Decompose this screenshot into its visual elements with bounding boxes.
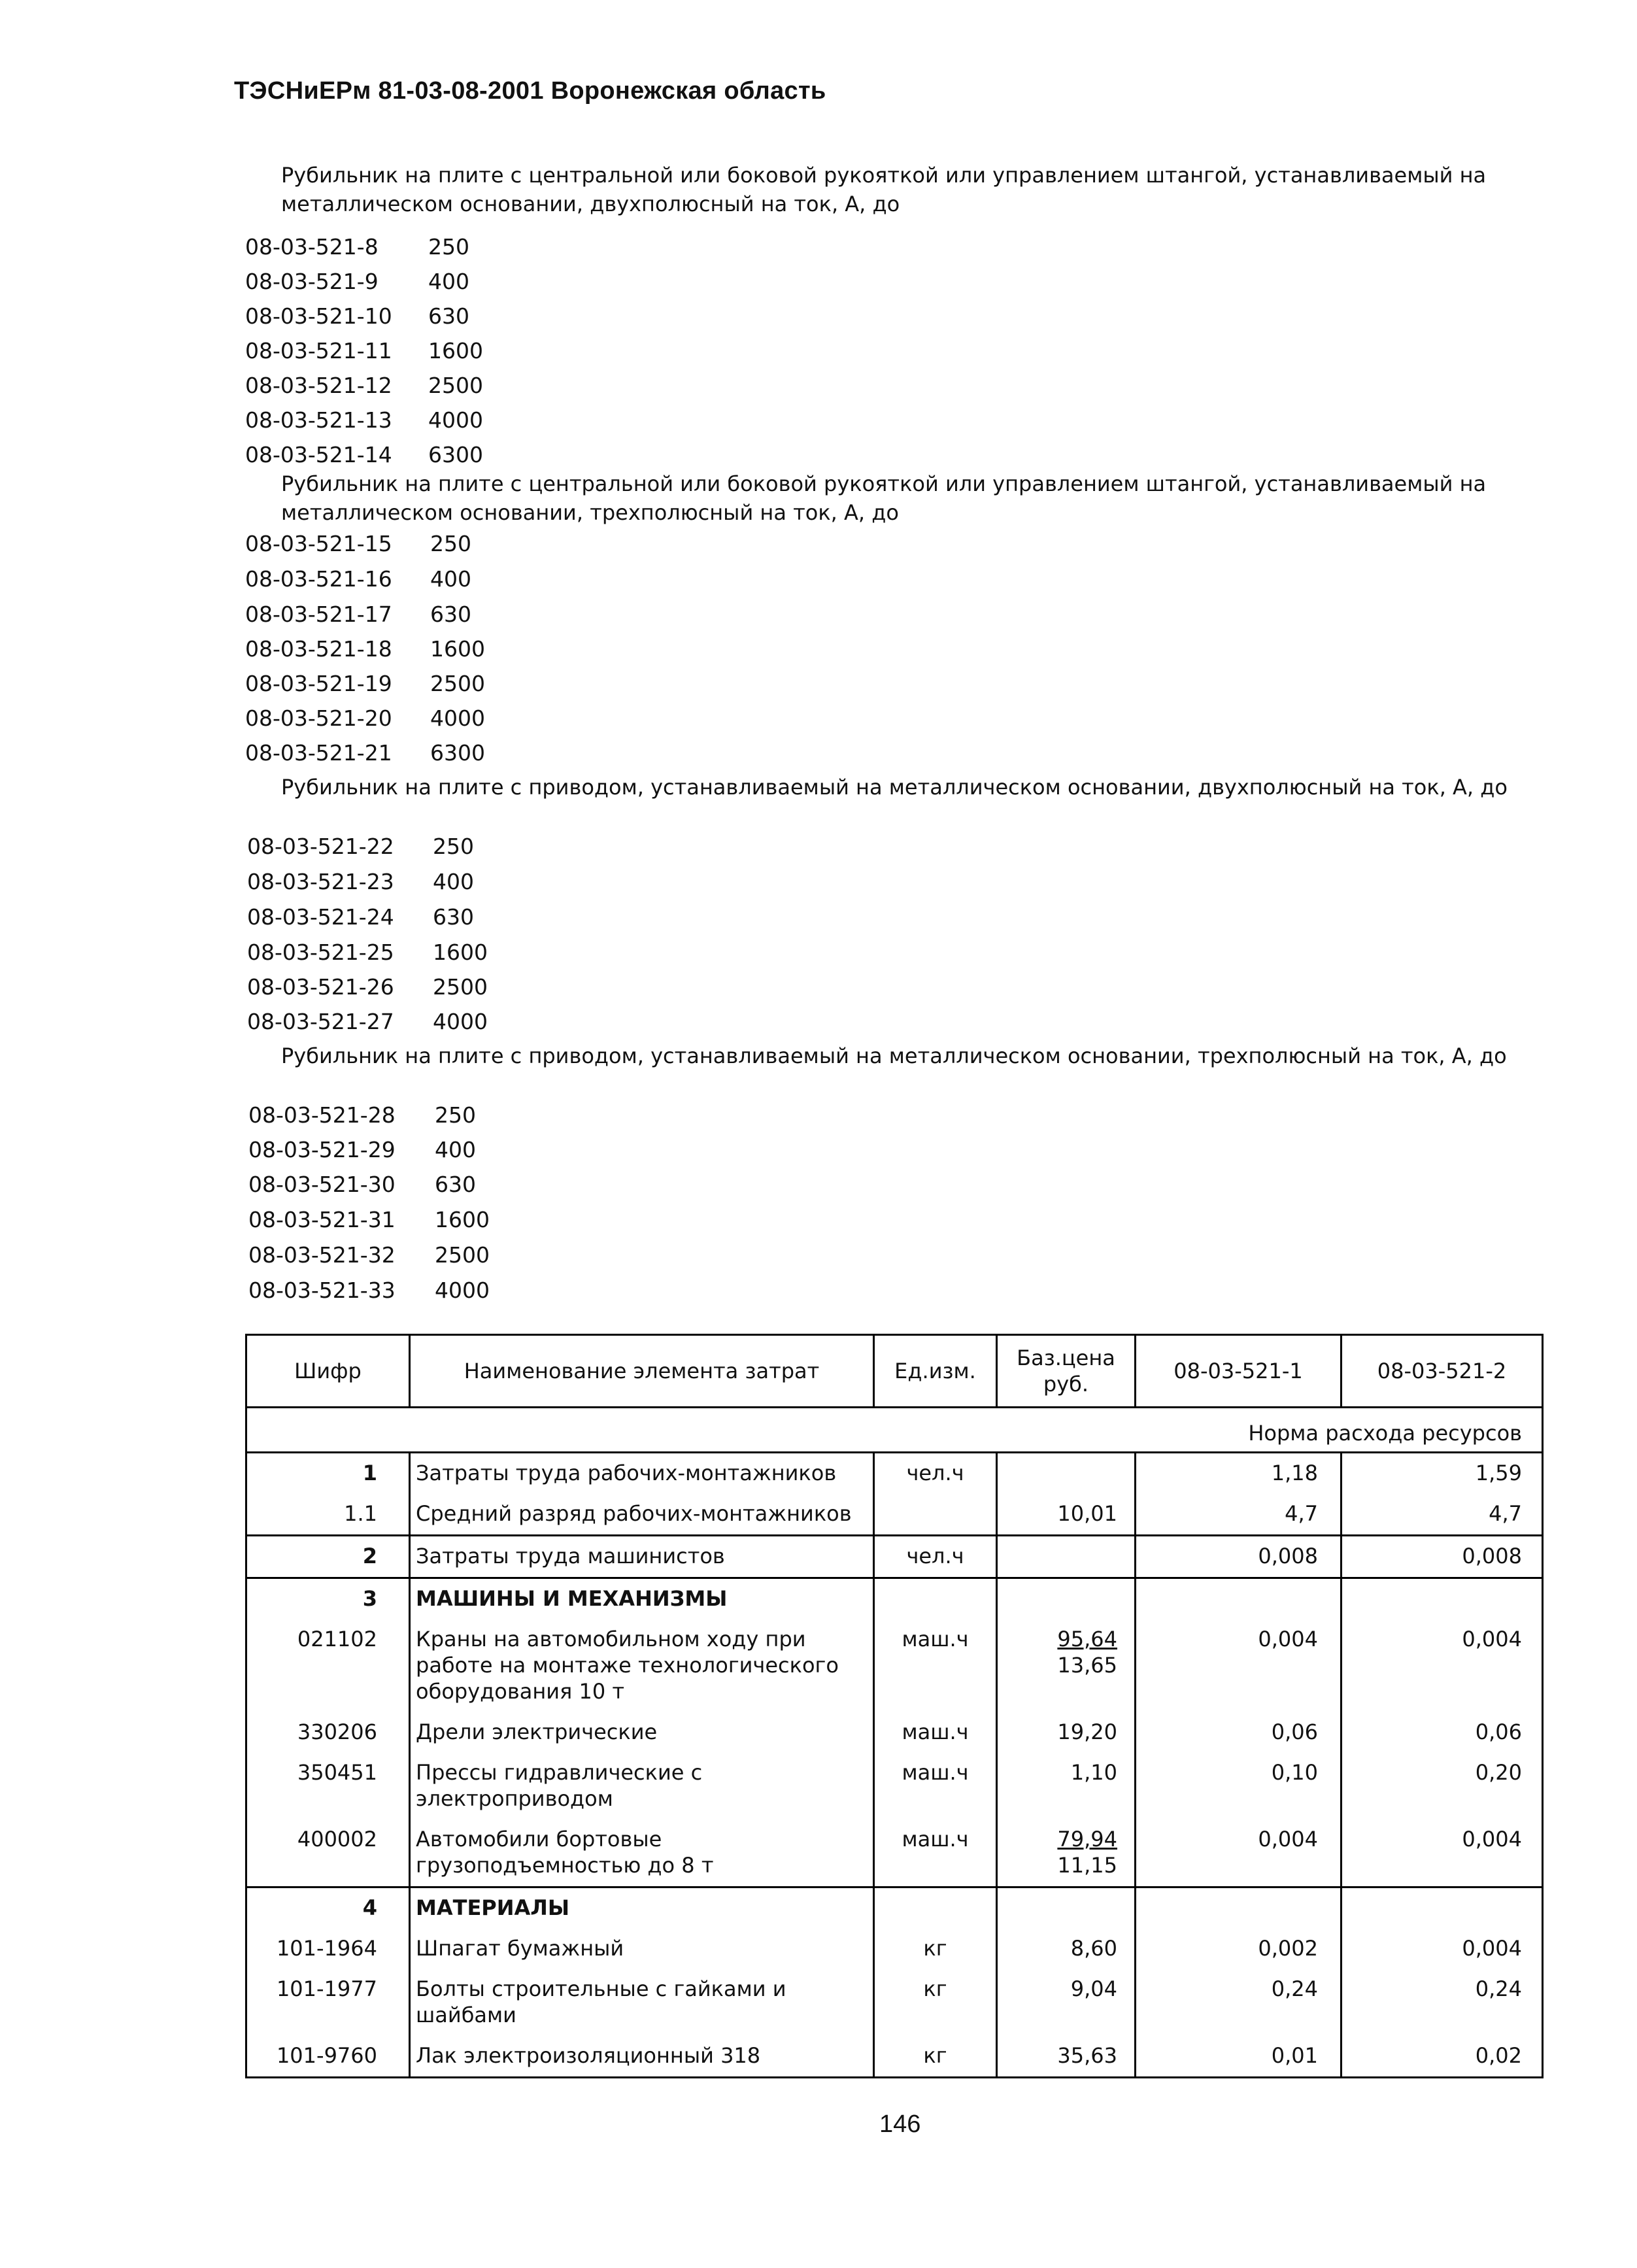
cell-unit: кг — [874, 1929, 997, 1969]
cell-price — [997, 1619, 1136, 1712]
cell-value-1: 4,7 — [1136, 1494, 1342, 1536]
item-value: 400 — [435, 1137, 476, 1162]
cell-name: Болты строительные с гайками и шайбами — [410, 1969, 874, 2036]
item-value: 630 — [428, 303, 469, 329]
table-row — [246, 1929, 1543, 1969]
item-value: 2500 — [430, 671, 485, 696]
item-code: 08-03-521-29 — [248, 1137, 396, 1162]
cell-value-1 — [1136, 1887, 1342, 1929]
cell-price: 1,10 — [997, 1753, 1136, 1819]
item-value: 630 — [435, 1172, 476, 1197]
header-name: Наименование элемента затрат — [410, 1335, 874, 1408]
header-col-2: 08-03-521-2 — [1342, 1335, 1543, 1408]
cell-value-1: 0,002 — [1136, 1929, 1342, 1969]
cell-unit: чел.ч — [874, 1453, 997, 1495]
item-value: 4000 — [435, 1278, 490, 1303]
section-heading: Рубильник на плите с приводом, устанавливаемый на металлическом основании, трехполюсный на ток, А, до — [281, 1043, 1507, 1068]
cell-value-1: 0,01 — [1136, 2036, 1342, 2078]
cell-value-1 — [1136, 1578, 1342, 1620]
cell-price — [997, 1887, 1136, 1929]
item-code: 08-03-521-17 — [245, 601, 392, 627]
item-value: 4000 — [430, 705, 485, 731]
norm-caption: Норма расхода ресурсов — [246, 1408, 1543, 1453]
item-value: 630 — [433, 904, 474, 930]
header-unit: Ед.изм. — [874, 1335, 997, 1408]
cell-unit — [874, 1887, 997, 1929]
item-code: 08-03-521-8 — [245, 234, 379, 260]
cell-unit — [874, 1578, 997, 1620]
cell-value-1: 0,24 — [1136, 1969, 1342, 2036]
cell-value-2: 0,06 — [1342, 1712, 1543, 1753]
cell-value-2 — [1342, 1578, 1543, 1620]
table-row — [246, 1712, 1543, 1753]
cell-name: Дрели электрические — [410, 1712, 874, 1753]
cell-price: 8,60 — [997, 1929, 1136, 1969]
item-value: 2500 — [433, 974, 488, 1000]
item-value: 2500 — [428, 373, 483, 398]
item-value: 630 — [430, 601, 471, 627]
item-value: 250 — [430, 531, 471, 556]
cell-value-2: 0,004 — [1342, 1929, 1543, 1969]
cell-value-2: 0,20 — [1342, 1753, 1543, 1819]
header-price: Баз.цена руб. — [997, 1335, 1136, 1408]
item-value: 1600 — [433, 939, 488, 965]
cell-name: МАШИНЫ И МЕХАНИЗМЫ — [410, 1578, 874, 1620]
item-code: 08-03-521-27 — [247, 1009, 394, 1034]
cell-value-2: 4,7 — [1342, 1494, 1543, 1536]
table-row — [246, 1453, 1543, 1495]
price-underlined: 95,64 — [1057, 1627, 1117, 1651]
cell-unit: маш.ч — [874, 1712, 997, 1753]
section-heading: Рубильник на плите с приводом, устанавливаемый на металлическом основании, двухполюсный на ток, А, до — [281, 775, 1508, 800]
item-code: 08-03-521-28 — [248, 1102, 396, 1128]
table-row — [246, 1887, 1543, 1929]
page-number: 146 — [879, 2110, 921, 2138]
item-value: 1600 — [428, 338, 483, 364]
header-code: Шифр — [246, 1335, 410, 1408]
cell-price — [997, 1536, 1136, 1578]
item-code: 08-03-521-23 — [247, 869, 394, 894]
table-row — [246, 1494, 1543, 1536]
item-code: 08-03-521-25 — [247, 939, 394, 965]
cell-price: 35,63 — [997, 2036, 1136, 2078]
item-value: 400 — [430, 566, 471, 592]
cell-value-2: 0,24 — [1342, 1969, 1543, 2036]
cell-name: Затраты труда машинистов — [410, 1536, 874, 1578]
item-value: 400 — [428, 269, 469, 294]
item-value: 1600 — [435, 1207, 490, 1232]
item-code: 08-03-521-32 — [248, 1242, 396, 1268]
cell-code: 330206 — [246, 1712, 410, 1753]
item-value: 4000 — [433, 1009, 488, 1034]
section-heading: Рубильник на плите с центральной или боковой рукояткой или управлением штангой, устанавливаемый на металлическом основании, трехполюсный на ток, А, до — [281, 471, 1487, 525]
cell-code: 101-1964 — [246, 1929, 410, 1969]
header-col-1: 08-03-521-1 — [1136, 1335, 1342, 1408]
cell-value-1: 0,004 — [1136, 1619, 1342, 1712]
cell-price — [997, 1453, 1136, 1495]
cell-name: Автомобили бортовые грузоподъемностью до 8 т — [410, 1819, 874, 1887]
item-code: 08-03-521-33 — [248, 1278, 396, 1303]
cell-code: 3 — [246, 1578, 410, 1620]
item-code: 08-03-521-18 — [245, 636, 392, 662]
page-title: ТЭСНиЕРм 81-03-08-2001 Воронежская область — [234, 77, 826, 105]
cell-code: 400002 — [246, 1819, 410, 1887]
table-row — [246, 1578, 1543, 1620]
item-code: 08-03-521-10 — [245, 303, 392, 329]
cell-value-1: 0,10 — [1136, 1753, 1342, 1819]
cell-code: 1 — [246, 1453, 410, 1495]
item-code: 08-03-521-11 — [245, 338, 392, 364]
item-code: 08-03-521-12 — [245, 373, 392, 398]
cell-code: 1.1 — [246, 1494, 410, 1536]
cell-price: 9,04 — [997, 1969, 1136, 2036]
item-code: 08-03-521-15 — [245, 531, 392, 556]
item-code: 08-03-521-16 — [245, 566, 392, 592]
item-value: 6300 — [430, 740, 485, 766]
table-row — [246, 1819, 1543, 1887]
resource-norm-table — [245, 1334, 1544, 2078]
cell-unit: маш.ч — [874, 1819, 997, 1887]
cell-value-1: 0,008 — [1136, 1536, 1342, 1578]
item-value: 250 — [433, 834, 474, 859]
item-code: 08-03-521-14 — [245, 442, 392, 467]
cell-name: Лак электроизоляционный 318 — [410, 2036, 874, 2078]
item-value: 400 — [433, 869, 474, 894]
cell-name: Затраты труда рабочих-монтажников — [410, 1453, 874, 1495]
cell-value-1: 0,06 — [1136, 1712, 1342, 1753]
price-secondary: 11,15 — [1057, 1853, 1117, 1878]
item-value: 250 — [428, 234, 469, 260]
cell-name: Средний разряд рабочих-монтажников — [410, 1494, 874, 1536]
item-code: 08-03-521-24 — [247, 904, 394, 930]
cell-value-2: 1,59 — [1342, 1453, 1543, 1495]
cell-value-2 — [1342, 1887, 1543, 1929]
cell-unit: маш.ч — [874, 1753, 997, 1819]
item-value: 4000 — [428, 407, 483, 433]
cell-code: 4 — [246, 1887, 410, 1929]
item-value: 250 — [435, 1102, 476, 1128]
item-value: 2500 — [435, 1242, 490, 1268]
price-underlined: 79,94 — [1057, 1827, 1117, 1852]
cell-unit: кг — [874, 1969, 997, 2036]
cell-value-2: 0,004 — [1342, 1819, 1543, 1887]
cell-unit: чел.ч — [874, 1536, 997, 1578]
item-value: 1600 — [430, 636, 485, 662]
item-code: 08-03-521-20 — [245, 705, 392, 731]
cell-code: 2 — [246, 1536, 410, 1578]
cell-name: Прессы гидравлические с электроприводом — [410, 1753, 874, 1819]
table-row — [246, 2036, 1543, 2078]
item-code: 08-03-521-26 — [247, 974, 394, 1000]
cell-unit — [874, 1494, 997, 1536]
item-value: 6300 — [428, 442, 483, 467]
cell-name: Краны на автомобильном ходу при работе на монтаже технологического оборудования 10 т — [410, 1619, 874, 1712]
cell-code: 350451 — [246, 1753, 410, 1819]
item-code: 08-03-521-9 — [245, 269, 379, 294]
price-secondary: 13,65 — [1057, 1653, 1117, 1678]
cell-name: МАТЕРИАЛЫ — [410, 1887, 874, 1929]
cell-unit: кг — [874, 2036, 997, 2078]
cell-price: 19,20 — [997, 1712, 1136, 1753]
item-code: 08-03-521-31 — [248, 1207, 396, 1232]
norm-caption-row — [246, 1408, 1543, 1453]
cell-value-2: 0,008 — [1342, 1536, 1543, 1578]
cell-name: Шпагат бумажный — [410, 1929, 874, 1969]
item-code: 08-03-521-30 — [248, 1172, 396, 1197]
cell-price — [997, 1578, 1136, 1620]
cell-code: 101-9760 — [246, 2036, 410, 2078]
cell-price — [997, 1819, 1136, 1887]
cell-value-2: 0,004 — [1342, 1619, 1543, 1712]
cell-price: 10,01 — [997, 1494, 1136, 1536]
cell-value-2: 0,02 — [1342, 2036, 1543, 2078]
table-row — [246, 1753, 1543, 1819]
cell-value-1: 0,004 — [1136, 1819, 1342, 1887]
cell-code: 101-1977 — [246, 1969, 410, 2036]
cell-code: 021102 — [246, 1619, 410, 1712]
table-header-row — [246, 1335, 1543, 1408]
table-row — [246, 1619, 1543, 1712]
item-code: 08-03-521-13 — [245, 407, 392, 433]
cell-value-1: 1,18 — [1136, 1453, 1342, 1495]
table-row — [246, 1969, 1543, 2036]
section-heading: Рубильник на плите с центральной или боковой рукояткой или управлением штангой, устанавливаемый на металлическом основании, двухполюсный на ток, А, до — [281, 163, 1487, 216]
table-row — [246, 1536, 1543, 1578]
item-code: 08-03-521-22 — [247, 834, 394, 859]
item-code: 08-03-521-19 — [245, 671, 392, 696]
item-code: 08-03-521-21 — [245, 740, 392, 766]
cell-unit: маш.ч — [874, 1619, 997, 1712]
